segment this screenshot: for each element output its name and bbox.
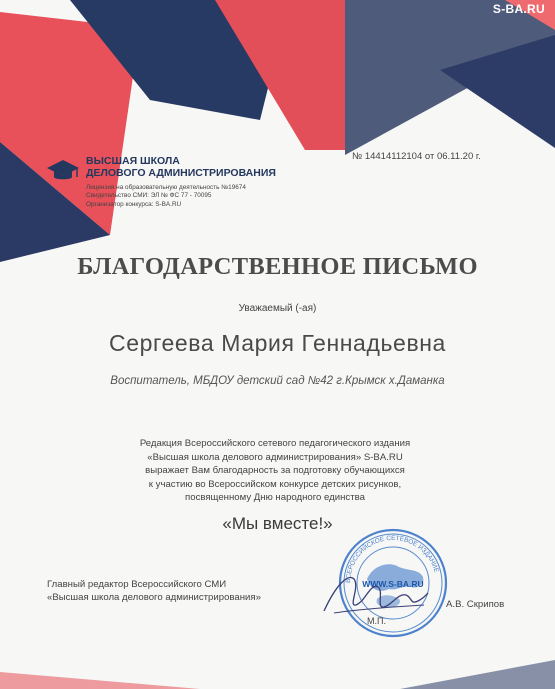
editor-line2: «Высшая школа делового администрирования»: [47, 592, 261, 603]
graduation-cap-icon: [46, 157, 80, 183]
body-line: «Высшая школа делового администрирования» S-BA.RU: [147, 451, 403, 463]
body-line: выражает Вам благодарность за подготовку обучающихся: [145, 465, 405, 476]
letter-body: [75, 437, 475, 505]
red-band-bottom: [0, 672, 200, 689]
stamp-center-text: WWW.S-BA.RU: [362, 579, 424, 589]
recipient-name: Сергеева Мария Геннадьевна: [109, 330, 446, 356]
body-line: к участию во Всероссийском конкурсе детских рисунков,: [148, 478, 402, 490]
signer-name: А.В. Скрипов: [446, 599, 505, 610]
navy-band-bottom: [400, 660, 555, 689]
handwritten-signature: [320, 565, 430, 623]
contest-slogan: «Мы вместе!»: [222, 514, 333, 533]
document-number: № 14414112104 от 06.11.20 г.: [352, 151, 481, 162]
publisher-name: [86, 155, 276, 179]
recipient-position: Воспитатель, МБДОУ детский сад №42 г.Крымск х.Даманка: [110, 375, 445, 387]
body-line: посвященному Дню народного единства: [185, 492, 365, 503]
document-title: БЛАГОДАРСТВЕННОЕ ПИСЬМО: [77, 253, 478, 280]
publisher-name-line1: ВЫСШАЯ ШКОЛА: [86, 155, 180, 167]
stamp-ring-text: ВСЕРОССИЙСКОЕ СЕТЕВОЕ ИЗДАНИЕ: [344, 534, 440, 584]
body-line: Редакция Всероссийского сетевого педагогического издания: [139, 438, 411, 449]
editor-line1: Главный редактор Всероссийского СМИ: [47, 579, 227, 590]
editor-title: [47, 578, 261, 604]
publisher-info: [86, 184, 246, 209]
greeting: Уважаемый (-ая): [238, 303, 317, 314]
site-label: S-BA.RU: [492, 2, 545, 16]
media-certificate-line: Свидетельство СМИ: ЭЛ № ФС 77 - 70095: [86, 192, 212, 200]
publisher-name-line2: ДЕЛОВОГО АДМИНИСТРИРОВАНИЯ: [86, 167, 276, 179]
stamp-place-label: М.П.: [367, 616, 386, 626]
organizer-line: Организатор конкурса: S-BA.RU: [86, 200, 182, 208]
license-line: Лицензия на образовательную деятельность №19674: [86, 184, 246, 191]
